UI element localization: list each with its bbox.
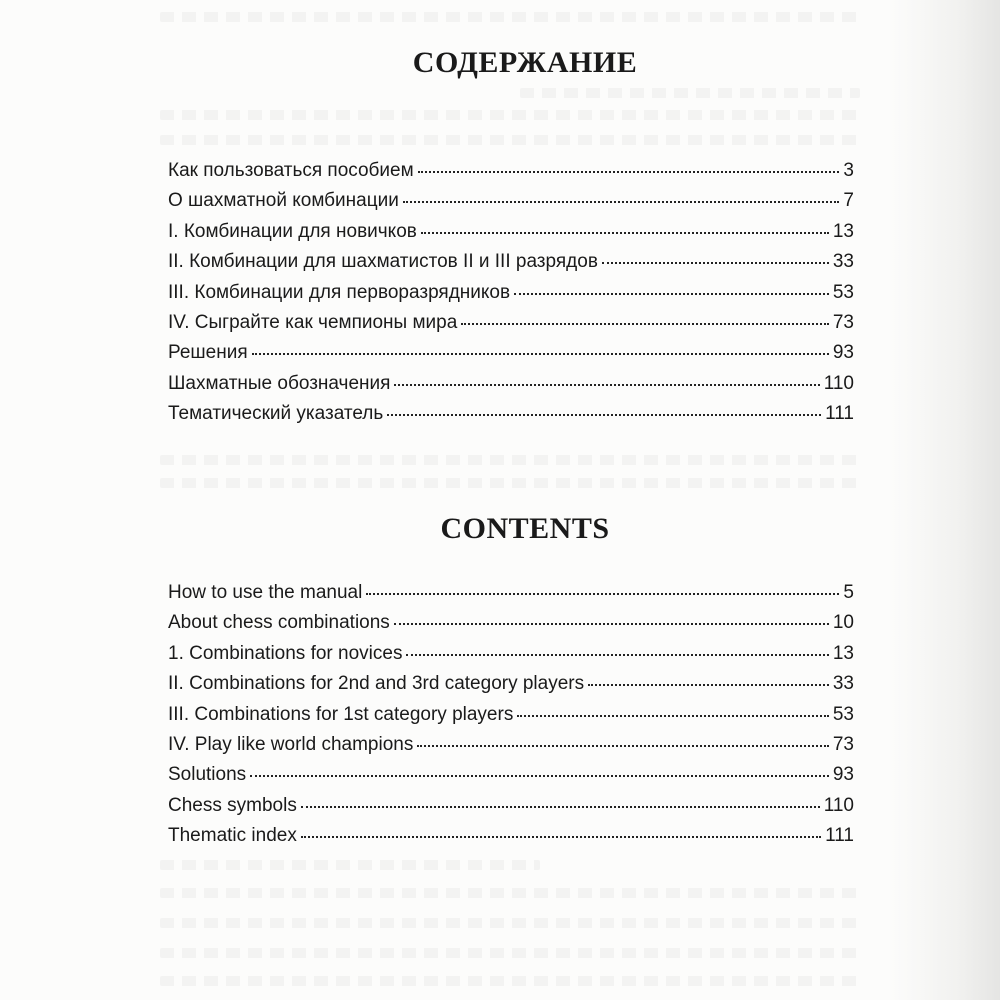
toc-entry-page: 33	[832, 251, 854, 273]
dot-leader	[387, 414, 821, 416]
toc-entry-page: 10	[832, 612, 854, 634]
dot-leader	[517, 715, 829, 717]
toc-entry-page: 93	[832, 764, 854, 786]
bleed-through-line	[160, 135, 860, 145]
dot-leader	[418, 171, 840, 173]
toc-entry	[168, 247, 854, 277]
bleed-through-line	[160, 888, 860, 898]
toc-entry-title: IV. Play like world champions	[168, 733, 414, 755]
toc-entry-title: Решения	[168, 342, 248, 364]
toc-entry	[168, 608, 854, 638]
toc-entry	[168, 821, 854, 851]
toc-entry-title: IV. Сыграйте как чемпионы мира	[168, 311, 458, 333]
toc-entry-title: Как пользоваться пособием	[168, 160, 414, 181]
dot-leader	[366, 593, 839, 595]
toc-entry	[168, 730, 854, 760]
toc-entry-page: 13	[832, 220, 854, 242]
toc-entry-page: 73	[832, 311, 854, 333]
toc-entry	[168, 308, 854, 338]
toc-entry	[168, 700, 854, 730]
toc-entry-page: 111	[825, 825, 854, 847]
dot-leader	[461, 323, 829, 325]
toc-entry-title: About chess combinations	[168, 612, 390, 634]
page-edge-shadow	[890, 0, 1000, 1000]
russian-toc-list	[168, 156, 854, 430]
bleed-through-line	[160, 110, 860, 120]
toc-entry-page: 53	[832, 281, 854, 303]
toc-entry-title: Chess symbols	[168, 794, 297, 816]
toc-entry-page: 53	[832, 703, 854, 725]
toc-entry	[168, 278, 854, 308]
toc-entry-page: 7	[843, 190, 854, 212]
bleed-through-line	[160, 12, 860, 22]
bleed-through-line	[160, 860, 540, 870]
toc-entry	[168, 760, 854, 790]
toc-entry-page: 33	[832, 673, 854, 695]
toc-entry-title: Thematic index	[168, 825, 297, 847]
toc-entry-page: 73	[832, 733, 854, 755]
dot-leader	[403, 201, 840, 203]
english-contents-heading: CONTENTS	[440, 512, 610, 545]
bleed-through-line	[160, 976, 860, 986]
toc-entry-title: Шахматные обозначения	[168, 372, 391, 394]
toc-entry-title: III. Комбинации для перворазрядников	[168, 281, 511, 303]
dot-leader	[588, 684, 829, 686]
dot-leader	[406, 654, 828, 656]
toc-entry-page: 110	[823, 372, 854, 394]
toc-entry	[168, 369, 854, 399]
toc-entry-page: 93	[832, 342, 854, 364]
toc-entry	[168, 791, 854, 821]
toc-entry	[168, 639, 854, 669]
russian-contents-heading: СОДЕРЖАНИЕ	[412, 46, 638, 79]
dot-leader	[252, 353, 829, 355]
toc-entry	[168, 338, 854, 368]
toc-entry	[168, 156, 854, 186]
dot-leader	[394, 384, 819, 386]
dot-leader	[421, 232, 829, 234]
bleed-through-line	[160, 455, 860, 465]
dot-leader	[602, 262, 829, 264]
toc-entry-page: 13	[832, 642, 854, 664]
bleed-through-line	[160, 478, 860, 488]
bleed-through-line	[160, 948, 860, 958]
english-toc-list	[168, 578, 854, 852]
toc-entry-title: О шахматной комбинации	[168, 190, 399, 212]
toc-entry-title: II. Комбинации для шахматистов II и III разрядов	[168, 251, 598, 273]
toc-entry-title: II. Combinations for 2nd and 3rd category players	[168, 673, 585, 695]
toc-entry	[168, 217, 854, 247]
dot-leader	[417, 745, 829, 747]
dot-leader	[514, 293, 829, 295]
toc-entry	[168, 578, 854, 608]
toc-entry	[168, 669, 854, 699]
toc-entry-title: How to use the manual	[168, 582, 363, 603]
toc-entry-title: Solutions	[168, 764, 247, 786]
dot-leader	[394, 623, 829, 625]
bleed-through-line	[160, 918, 860, 928]
toc-entry-page: 111	[825, 403, 854, 425]
dot-leader	[250, 775, 829, 777]
toc-entry	[168, 399, 854, 429]
toc-entry-title: I. Комбинации для новичков	[168, 220, 417, 242]
toc-entry-page: 110	[823, 794, 854, 816]
toc-entry-title: 1. Combinations for novices	[168, 642, 403, 664]
dot-leader	[301, 806, 820, 808]
dot-leader	[301, 836, 821, 838]
toc-entry-title: III. Combinations for 1st category players	[168, 703, 514, 725]
toc-entry-page: 5	[843, 582, 854, 603]
bleed-through-line	[520, 88, 860, 98]
toc-entry	[168, 186, 854, 216]
toc-entry-title: Тематический указатель	[168, 403, 384, 425]
toc-entry-page: 3	[843, 160, 854, 181]
